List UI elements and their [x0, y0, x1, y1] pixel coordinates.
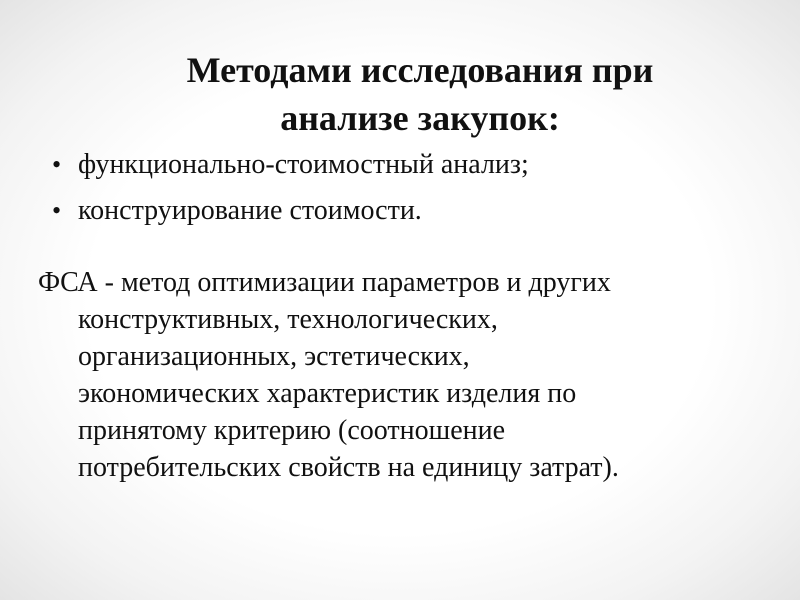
definition-line-5: принятому критерию (соотношение [78, 415, 506, 446]
bullet-text: функционально-стоимостный анализ; [78, 149, 529, 180]
definition-line-6: потребительских свойств на единицу затрат). [78, 452, 619, 483]
definition-line-2: конструктивных, технологических, [78, 304, 498, 335]
bullet-text: конструирование стоимости. [78, 195, 422, 226]
title-line-2: анализе закупок: [280, 98, 560, 138]
bullet-item-fsa [50, 142, 750, 188]
definition-line-4: экономических характеристик изделия по [78, 378, 577, 409]
definition-line-3: организационных, эстетических, [78, 341, 470, 372]
slide-title [150, 46, 690, 142]
fsa-definition [38, 264, 758, 486]
definition-line-1: ФСА - метод оптимизации параметров и других [38, 267, 611, 298]
bullet-icon: • [52, 150, 62, 179]
bullet-icon: • [52, 196, 62, 225]
bullet-list [50, 142, 750, 234]
bullet-item-cost-design [50, 188, 750, 234]
title-line-1: Методами исследования при [186, 50, 654, 90]
